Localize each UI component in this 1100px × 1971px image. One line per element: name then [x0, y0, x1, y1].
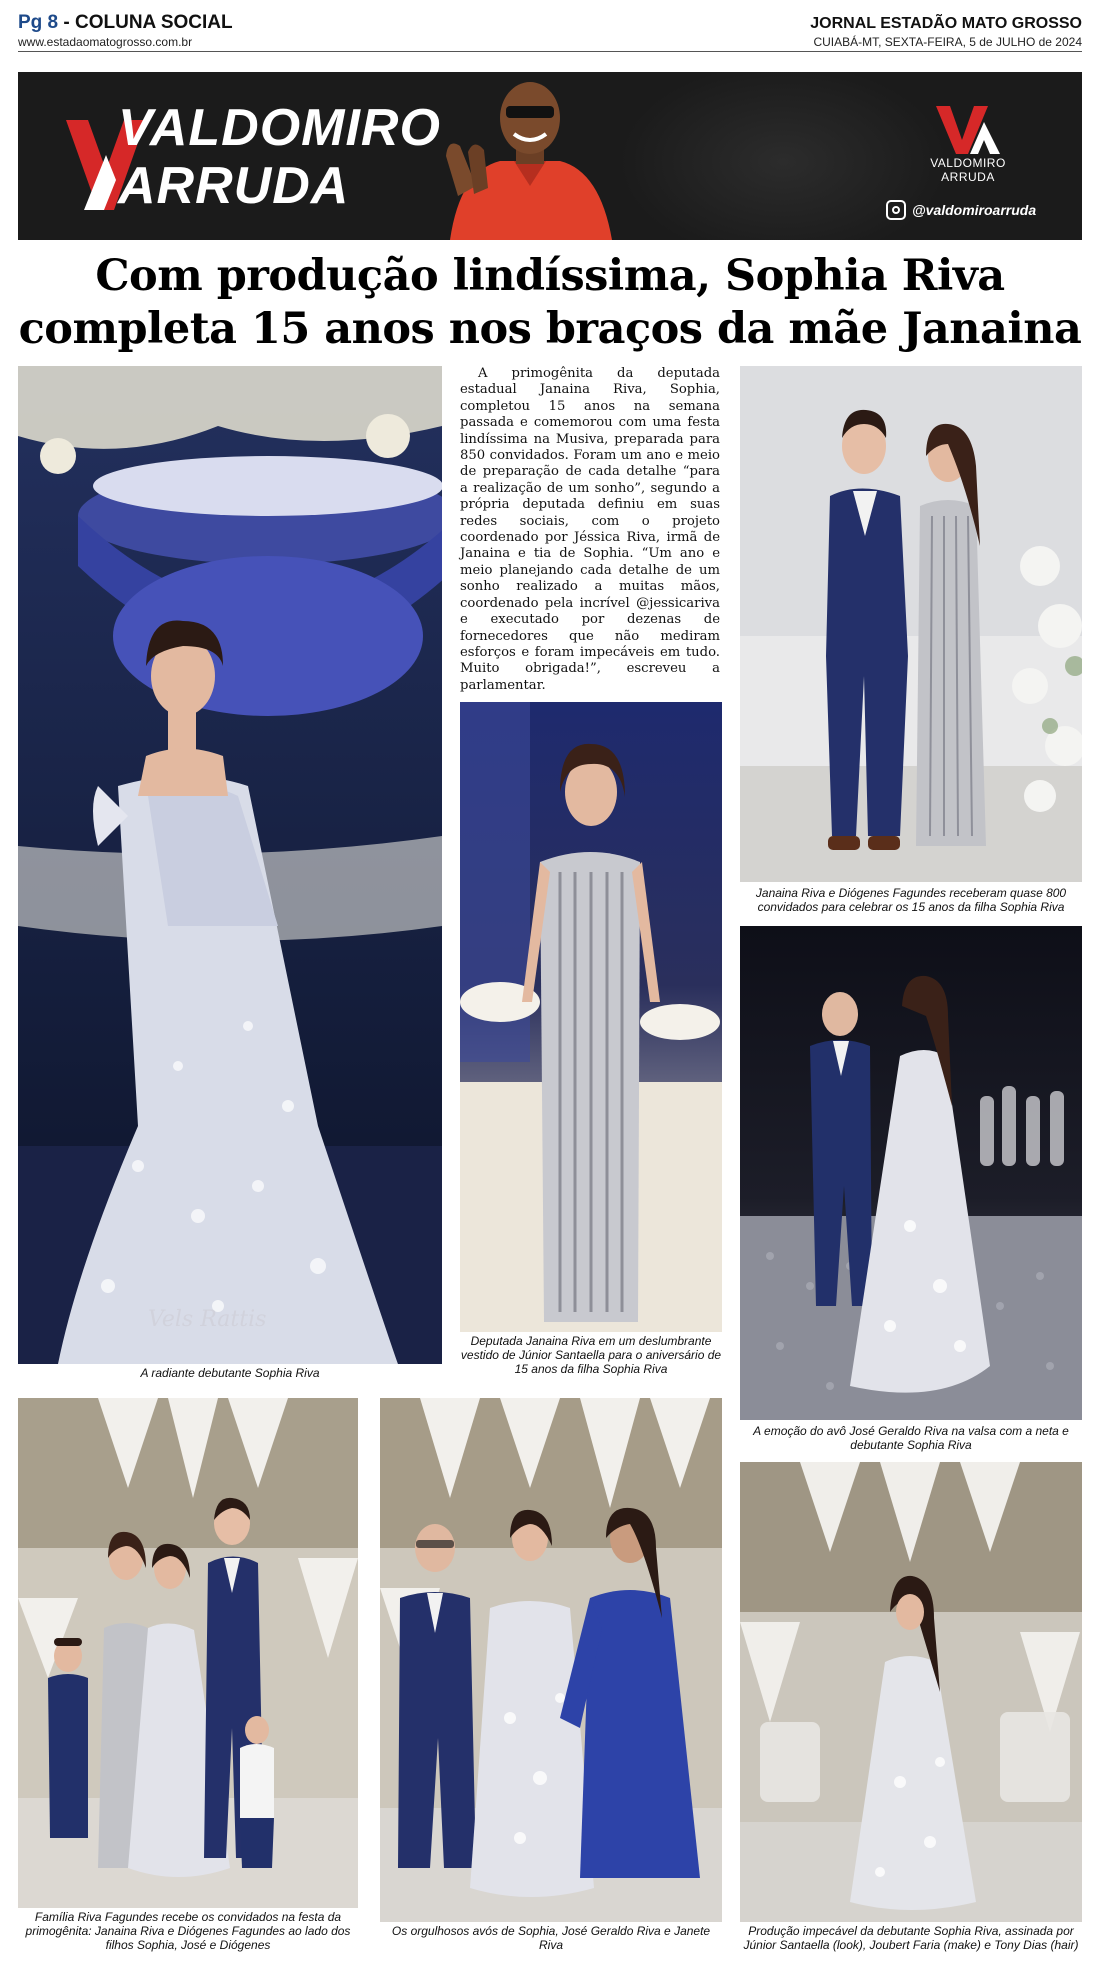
instagram-icon — [886, 200, 906, 220]
caption-photo-family: Família Riva Fagundes recebe os convidados na festa da primogênita: Janaina Riva e Diógenes Fagundes ao lado dos filhos Sophia, José e Diógenes — [25, 1910, 351, 1952]
photo-waltz — [740, 926, 1082, 1420]
page-header-right — [810, 14, 1082, 50]
header-divider — [18, 51, 1082, 52]
section-name: - COLUNA SOCIAL — [63, 12, 233, 33]
photo-grandparents — [380, 1398, 722, 1922]
caption-photo-janaina: Deputada Janaina Riva em um deslumbrante vestido de Júnior Santaella para o aniversário de 15 anos da filha Sophia Riva — [460, 1334, 722, 1376]
page-number: Pg 8 — [18, 12, 59, 33]
instagram-handle[interactable]: @valdomiroarruda — [912, 202, 1037, 218]
caption-photo-production: Produção impecável da debutante Sophia Riva, assinada por Júnior Santaella (look), Joubert Faria (make) e Tony Dias (hair) — [743, 1924, 1079, 1952]
photo-family — [18, 1398, 358, 1908]
photo-janaina — [460, 702, 722, 1332]
dateline: CUIABÁ-MT, SEXTA-FEIRA, 5 de JULHO de 2024 — [813, 35, 1082, 49]
photo-debutante — [18, 366, 442, 1364]
banner-name-line1: VALDOMIRO — [118, 99, 441, 157]
site-url[interactable]: www.estadaomatogrosso.com.br — [18, 35, 193, 49]
brand-logo-text — [898, 156, 1038, 184]
caption-photo-grandparents: Os orgulhosos avós de Sophia, José Geraldo Riva e Janete Riva — [391, 1924, 711, 1952]
columnist-photo — [430, 76, 630, 240]
brand-logo-line2: ARRUDA — [941, 170, 995, 184]
caption-photo-couple: Janaina Riva e Diógenes Fagundes receberam quase 800 convidados para celebrar os 15 anos da filha Sophia Riva — [755, 886, 1067, 914]
banner-name-line2: ARRUDA — [118, 157, 350, 215]
photo-couple — [740, 366, 1082, 882]
page-header-left — [18, 12, 233, 50]
photo-watermark: Vels Rattis — [148, 1307, 267, 1332]
brand-logo-line1: VALDOMIRO — [930, 156, 1006, 170]
photo-production — [740, 1462, 1082, 1922]
newspaper-name: JORNAL ESTADÃO MATO GROSSO — [810, 15, 1082, 32]
caption-photo-debutante: A radiante debutante Sophia Riva — [140, 1366, 320, 1380]
brand-logo-icon — [936, 102, 1000, 154]
columnist-banner — [18, 72, 1082, 240]
instagram-handle-group[interactable] — [886, 200, 1036, 220]
page-section-line — [18, 12, 233, 34]
article-body: A primogênita da deputada estadual Janaina Riva, Sophia, completou 15 anos na semana passada e comemorou com uma festa lindíssima na Musiva, preparada para 850 convidados. Foram um ano e meio de preparação de cada detalhe “para a realização de um sonho”, segundo a própria deputada definiu em suas redes sociais, com o projeto coordenado por Jéssica Riva, irmã de Janaina e tia de Sophia. “Um ano e meio planejando cada detalhe de um sonho realizado a muitas mãos, coordenado pela incrível @jessicariva e executado por dezenas de fornecedores que não mediram esforços e foram impecáveis em tudo. Muito obrigada!”, escreveu a parlamentar. — [460, 366, 720, 693]
article-headline: Com produção lindíssima, Sophia Riva completa 15 anos nos braços da mãe Janaina — [18, 251, 1082, 354]
caption-photo-waltz: A emoção do avô José Geraldo Riva na valsa com a neta e debutante Sophia Riva — [753, 1424, 1069, 1452]
